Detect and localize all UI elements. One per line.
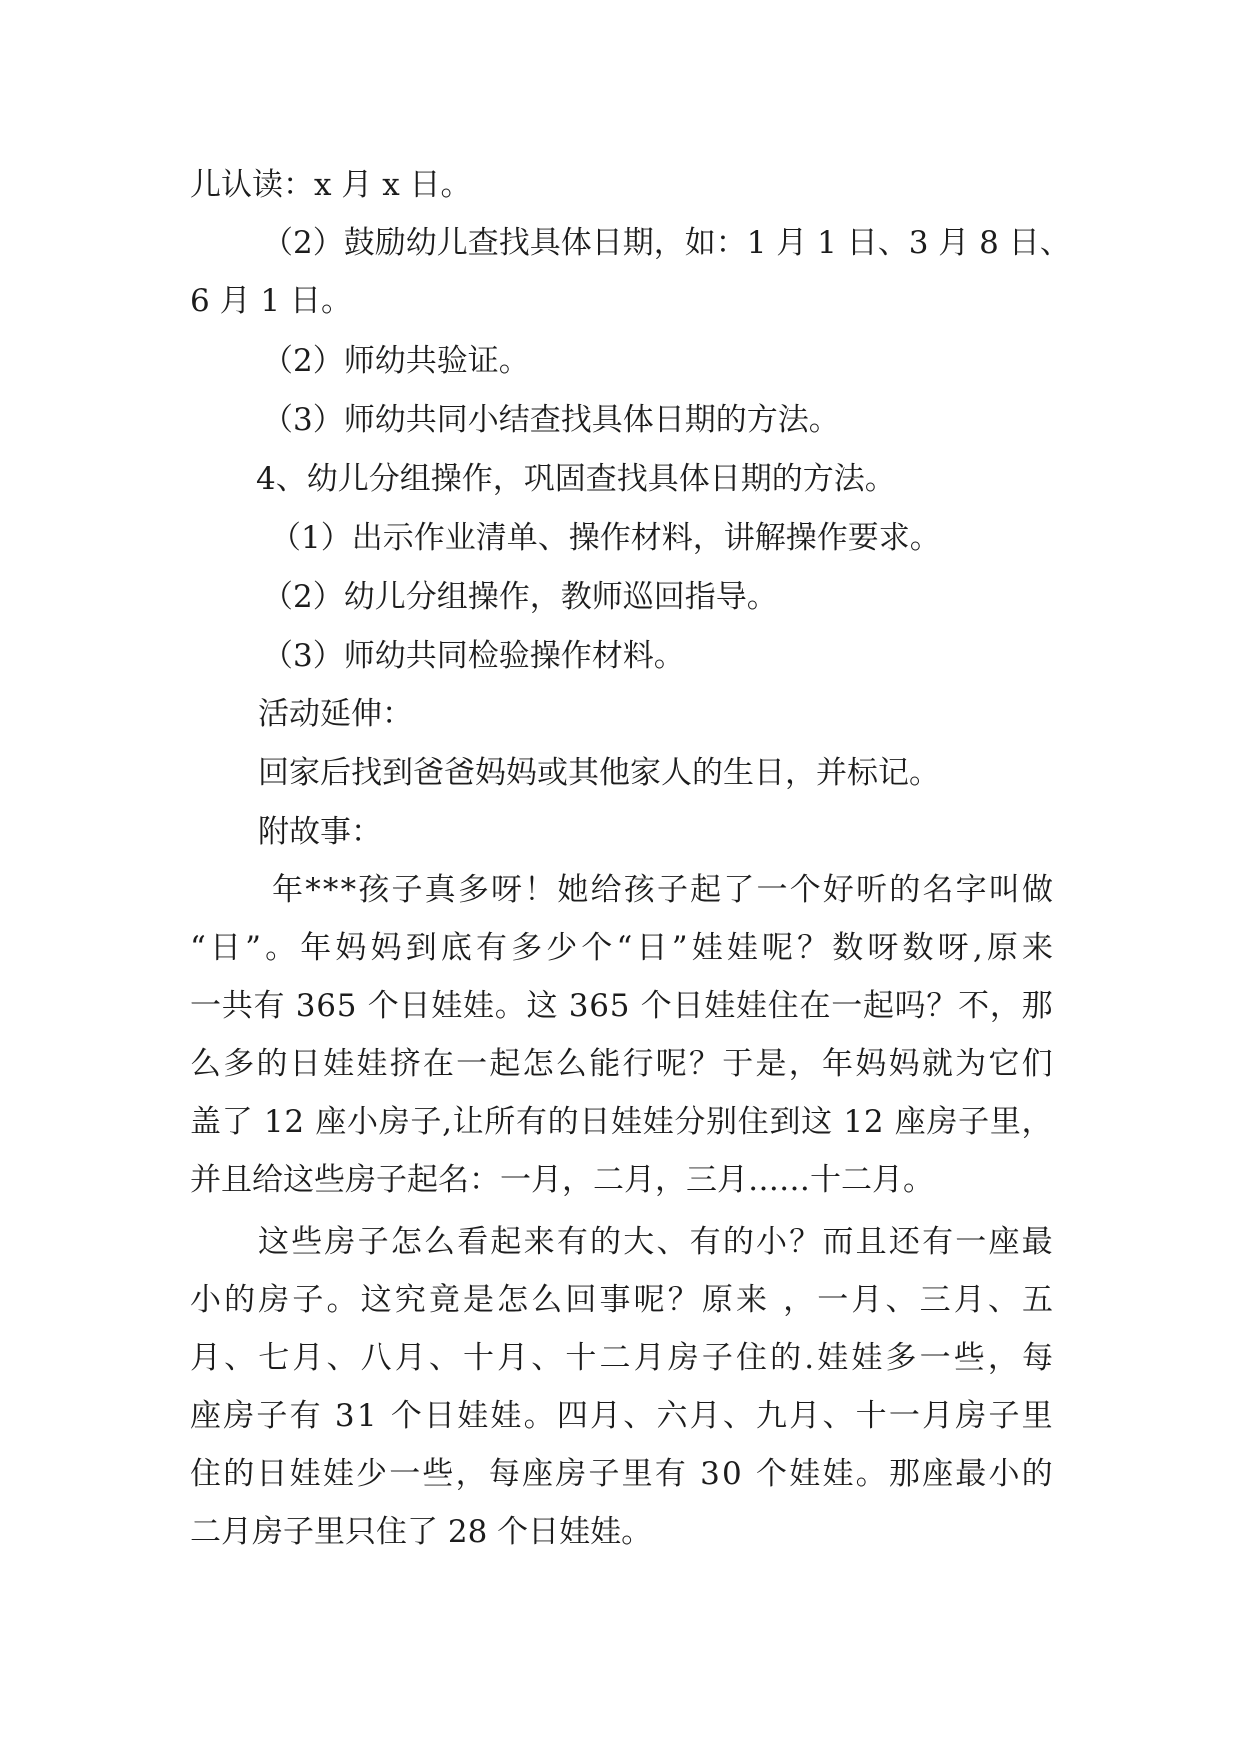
paragraph-line-11: 回家后找到爸爸妈妈或其他家人的生日，并标记。 bbox=[258, 755, 940, 791]
story-line-11: 住 的 日 娃 娃 少 一 些 ， 每 座 房 子 里 有 3 0 个 娃 娃 。 那 座 最 小 的 bbox=[190, 1456, 1053, 1492]
story-line-10: 座 房 子 有 3 1 个 日 娃 娃 。 四 月 、 六 月 、 九 月 、 十 一 月 房 子 里 bbox=[190, 1398, 1053, 1434]
section-heading-activity-extension: 活动延伸： bbox=[258, 696, 413, 732]
paragraph-line-9: （3）师幼共同检验操作材料。 bbox=[262, 638, 685, 674]
paragraph-line-7: （1）出示作业清单、操作材料，讲解操作要求。 bbox=[270, 520, 941, 556]
story-line-4: 么 多 的 日 娃 娃 挤 在 一 起 怎 么 能 行 呢 ？ 于 是 ， 年 妈 妈 就 为 它 们 bbox=[190, 1046, 1053, 1082]
story-line-12: 二月房子里只住了 28 个日娃娃。 bbox=[190, 1514, 653, 1550]
story-line-7: 这 些 房 子 怎 么 看 起 来 有 的 大 、 有 的 小 ？ 而 且 还 有 一 座 最 bbox=[258, 1224, 1053, 1260]
story-line-8: 小 的 房 子 。 这 究 竟 是 怎 么 回 事 呢 ？ 原 来 ， 一 月 、 三 月 、 五 bbox=[190, 1282, 1053, 1318]
paragraph-line-3: 6 月 1 日。 bbox=[190, 283, 353, 319]
story-line-1: 年 * * * 孩 子 真 多 呀 ！ 她 给 孩 子 起 了 一 个 好 听 的 名 字 叫 做 bbox=[272, 872, 1053, 908]
story-line-9: 月 、 七 月 、 八 月 、 十 月 、 十 二 月 房 子 住 的 . 娃 娃 多 一 些 ， 每 bbox=[190, 1340, 1053, 1376]
paragraph-line-2: （2）鼓励幼儿查找具体日期，如：1 月 1 日、3 月 8 日、 bbox=[262, 225, 1071, 261]
paragraph-line-8: （2）幼儿分组操作，教师巡回指导。 bbox=[262, 579, 778, 615]
paragraph-line-6: 4、幼儿分组操作，巩固查找具体日期的方法。 bbox=[256, 461, 896, 497]
section-heading-story: 附故事： bbox=[258, 814, 382, 850]
paragraph-line-5: （3）师幼共同小结查找具体日期的方法。 bbox=[262, 402, 840, 438]
story-line-3: 一 共 有 3 6 5 个 日 娃 娃 。 这 3 6 5 个 日 娃 娃 住 在 一 起 吗 ？ 不 ， 那 bbox=[190, 988, 1053, 1024]
story-line-6: 并且给这些房子起名：一月，二月，三月……十二月。 bbox=[190, 1162, 934, 1198]
paragraph-line-4: （2）师幼共验证。 bbox=[262, 343, 530, 379]
story-line-5: 盖 了 1 2 座 小 房 子 , 让 所 有 的 日 娃 娃 分 别 住 到 这 1 2 座 房 子 里 ， bbox=[190, 1104, 1053, 1140]
paragraph-line-1: 儿认读：x 月 x 日。 bbox=[190, 167, 472, 203]
story-line-2: “ 日 ” 。 年 妈 妈 到 底 有 多 少 个 “ 日 ” 娃 娃 呢 ？ 数 呀 数 呀 , 原 来 bbox=[190, 930, 1053, 966]
